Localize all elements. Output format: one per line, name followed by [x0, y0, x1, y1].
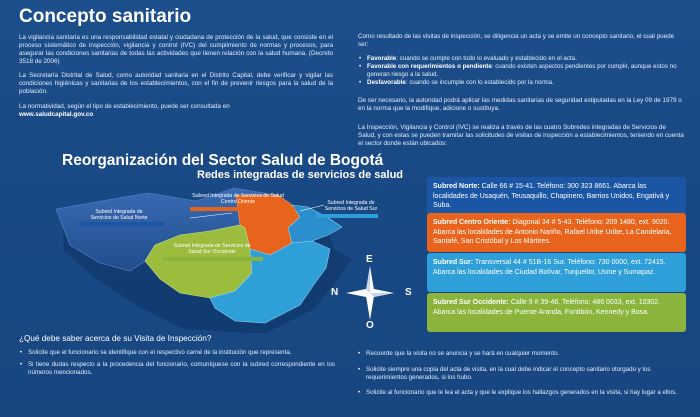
question-title: ¿Qué debe saber acerca de su Visita de Inspección? [19, 334, 212, 343]
normatividad-text: La normatividad, según el tipo de establecimiento, puede ser consultada en [19, 103, 230, 110]
map-bar-norte [79, 222, 164, 226]
reorg-title: Reorganización del Sector Salud de Bogotá [62, 152, 384, 169]
map-bar-sur-occidente [163, 257, 263, 261]
q-left-item: • Si tiene dudas respecto a la procedencia del funcionario, comuníquese con la subred correspondiente en los números mencionados. [19, 361, 335, 377]
compass-left-label: N [331, 287, 339, 298]
concepto-list [358, 55, 684, 87]
paragraph-normatividad [19, 103, 333, 119]
compass-top-label: E [366, 254, 373, 265]
q-right-item: • Solicite siempre una copia del acta de visita, en la cual debe indicar el concepto sanitario otorgado y los requerimientos generados, si los hubo. [357, 366, 687, 382]
map-bar-centro-oriente [190, 207, 295, 211]
q-right-item: • Recuerde que la visita no se anuncia y se hará en cualquier momento. [357, 350, 687, 358]
compass-right-label: S [405, 287, 412, 298]
map-label-centro-oriente: Subred Integrada de Servicios de Salud Centro Oriente [192, 193, 284, 206]
map-label-sur: Subred Integrada de Servicios de Salud Sur [324, 200, 378, 213]
q-right-list [357, 350, 687, 397]
q-left-item: • Solicite que el funcionario se identifique con el respectivo carné de la institución que representa. [19, 349, 335, 357]
subred-sur-occidente-box: Subred Sur Occidente: Calle 9 # 39-46. Teléfono: 486 0033, ext. 10302. Abarca las localidades de Puente Aranda, Fontibón, Kennedy y Bosa. [427, 293, 686, 332]
concepto-desfavorable: • Desfavorable: cuando se incumple con lo establecido por la norma. [358, 79, 684, 87]
map-label-norte: Subred Integrada de Servicios de Salud Norte [90, 209, 148, 222]
q-right-item: • Solicite al funcionario que le lea el acta y que le explique los hallazgos generados en la visita, si hay lugar a ellos. [357, 389, 687, 397]
subred-centro-oriente-box: Subred Centro Oriente: Diagonal 34 # 5-43. Teléfono: 209 1480, ext. 9020. Abarca las localidades de Antonio Nariño, Rafael Uribe Uribe, La Candelaria, Santafé, San Cristóbal y Los Mártires. [427, 213, 686, 252]
map-bar-sur [316, 214, 378, 218]
q-left-list [19, 349, 335, 377]
medidas-paragraph: De ser necesario, la autoridad podrá aplicar las medidas sanitarias de seguridad estipuladas en la Ley 09 de 1979 o en la norma que la modifique, adicione o sustituya. [358, 97, 682, 113]
compass-rose-icon [344, 264, 396, 322]
ivc-paragraph: La Inspección, Vigilancia y Control (IVC) se realiza a través de las cuatro Subredes integradas de Servicios de Salud, y con estas se pueden tramitar las solicitudes de visitas de inspección a establecimientos, teniendo en cuenta el sector donde están ubicados: [358, 124, 684, 148]
compass-bottom-label: O [366, 320, 374, 331]
concepto-pendiente: • Favorable con requerimientos o pendiente: cuando existen aspectos pendientes por cumplir, aunque estos no generan riesgo a la salud. [358, 63, 684, 79]
reorg-subtitle: Redes integradas de servicios de salud [197, 169, 404, 181]
paragraph-secretaria: La Secretaría Distrital de Salud, como autoridad sanitaria en el Distrito Capital, debe verificar y vigilar las condiciones higiénicas y sanitarias de los establecimientos, con el fin de prevenir riesgos para la salud de la población. [19, 72, 333, 96]
concepto-favorable: • Favorable: cuando se cumple con todo lo evaluado y establecido en el acta. [358, 55, 684, 63]
subred-sur-box: Subred Sur: Transversal 44 # 51B-16 Sur. Teléfono: 730 0000, ext. 72415. Abarca las localidades de Ciudad Bolívar, Tunjuelito, Usme y Sumapaz. [427, 253, 686, 292]
concepto-intro: Como resultado de las visitas de inspección, se diligencia un acta y se emite un concepto sanitario, el cual puede ser: [358, 33, 675, 49]
page-title: Concepto sanitario [19, 6, 192, 27]
subred-norte-box: Subred Norte: Calle 66 # 15-41. Teléfono: 300 323 8661. Abarca las localidades de Usaquén, Teusaquillo, Chapinero, Barrios Unidos, Engativá y Suba. [427, 177, 686, 215]
map-label-sur-occidente: Subred Integrada de Servicios de Salud Sur Occidente [173, 243, 251, 256]
paragraph-vigilancia: La vigilancia sanitaria es una responsabilidad estatal y ciudadana de protección de la salud, que consiste en el proceso sistemático de inspección, vigilancia y control (IVC) del cumplimiento de normas y procesos, para asegurar las condiciones sanitarias de todas las actividades que tienen relación con la salud humana. (Decreto 3518 de 2006) [19, 34, 333, 66]
saludcapital-link[interactable]: www.saludcapital.gov.co [19, 111, 94, 119]
